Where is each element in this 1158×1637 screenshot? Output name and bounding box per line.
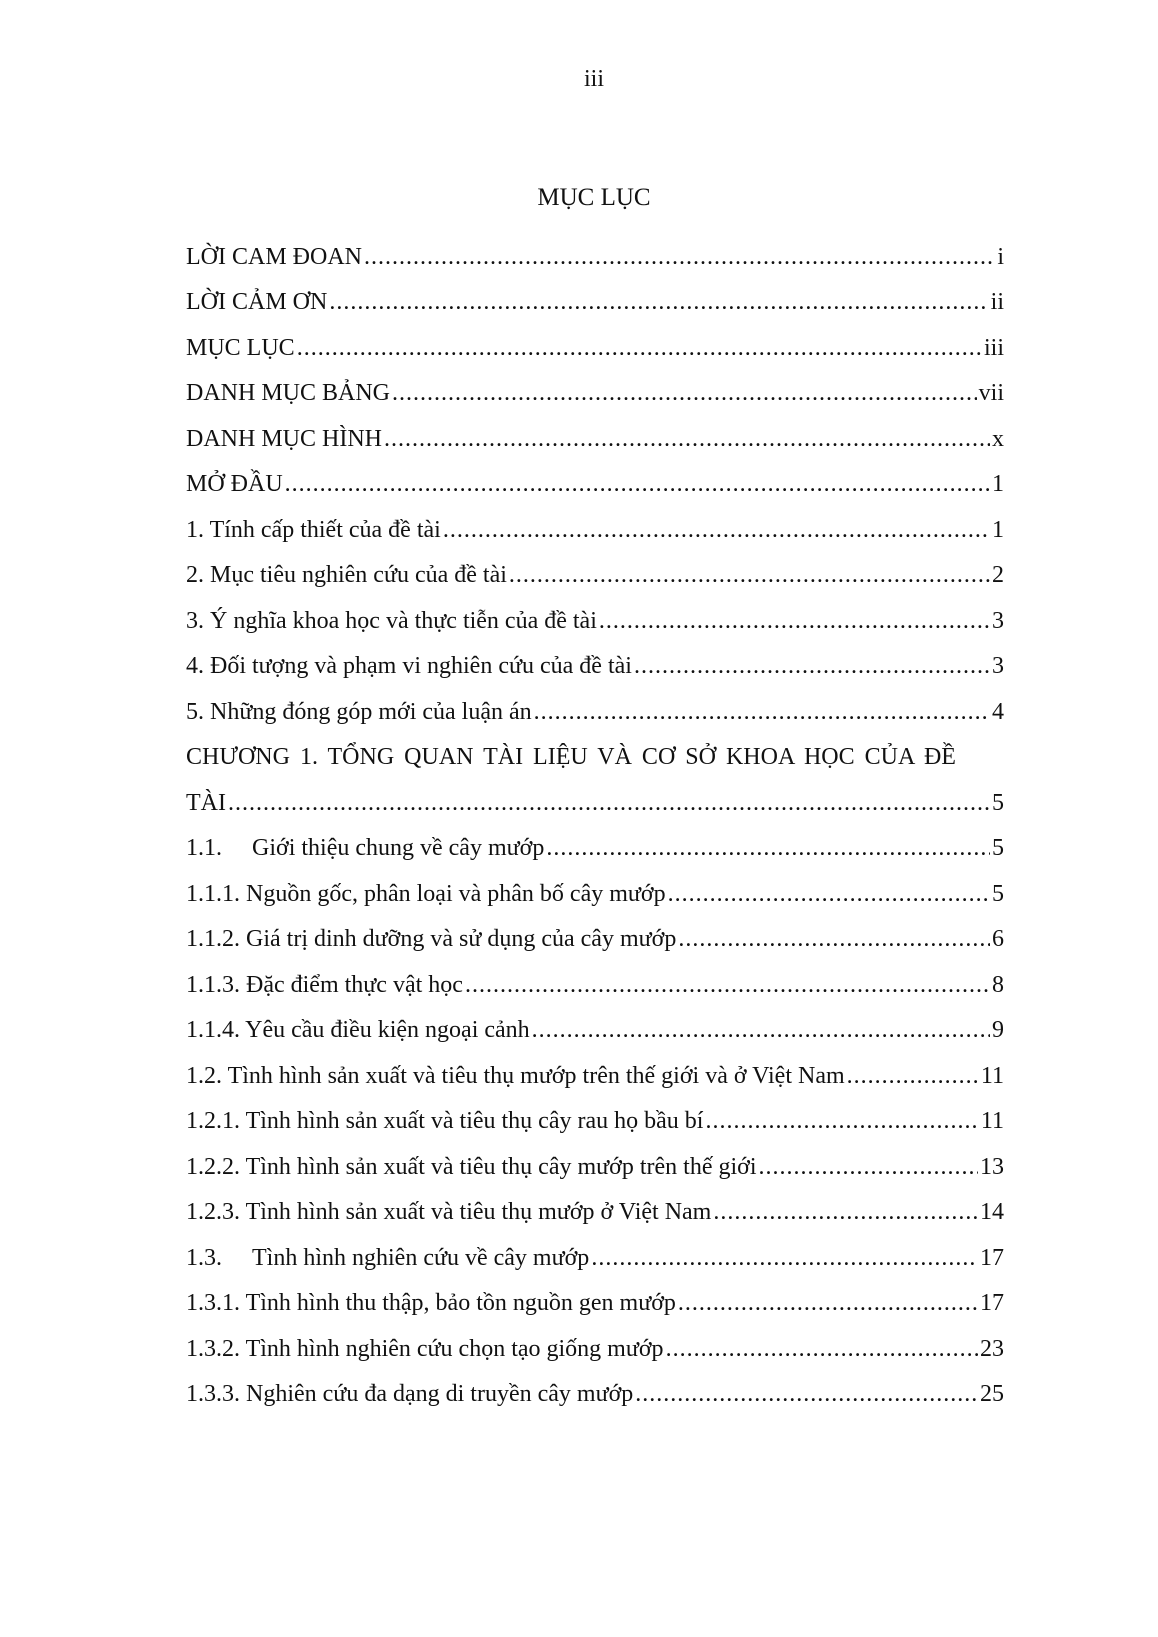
toc-entry-page: x <box>992 425 1004 452</box>
toc-entry-page: 4 <box>992 698 1004 725</box>
toc-entry-number: 1.1. <box>186 835 222 861</box>
toc-entry-page: 8 <box>992 971 1004 998</box>
dot-leader <box>666 1334 978 1364</box>
toc-entry-label: 1.2. Tình hình sản xuất và tiêu thụ mướp trên thế giới và ở Việt Nam <box>186 1062 845 1089</box>
toc-entry[interactable] <box>186 590 1004 636</box>
toc-entry-label: DANH MỤC HÌNH <box>186 425 382 452</box>
dot-leader <box>847 1061 979 1091</box>
toc-entry[interactable] <box>186 1136 1004 1182</box>
toc-entry-page: 13 <box>980 1153 1004 1180</box>
toc-entry-label <box>186 1243 589 1273</box>
toc-entry[interactable] <box>186 1182 1004 1228</box>
toc-entry-label: TÀI <box>186 789 226 816</box>
toc-entry-label: 1.2.2. Tình hình sản xuất và tiêu thụ cây mướp trên thế giới <box>186 1153 757 1180</box>
toc-entry-text: Tình hình nghiên cứu về cây mướp <box>252 1244 590 1271</box>
toc-entry[interactable] <box>186 772 1004 818</box>
dot-leader <box>599 606 990 636</box>
toc-entry-page: 25 <box>980 1381 1004 1407</box>
dot-leader <box>297 333 982 363</box>
toc-entry-label: 1.3.1. Tình hình thu thập, bảo tồn nguồn gen mướp <box>186 1290 676 1316</box>
dot-leader <box>465 970 990 1000</box>
toc-entry-page: iii <box>983 334 1004 361</box>
toc-entry[interactable] <box>186 363 1004 409</box>
toc-entry[interactable] <box>186 863 1004 909</box>
toc-entry-page: 11 <box>980 1108 1004 1134</box>
toc-entry-label: 1.3.3. Nghiên cứu đa dạng di truyền cây mướp <box>186 1381 634 1407</box>
toc-entry-label: 5. Những đóng góp mới của luận án <box>186 698 532 725</box>
toc-entry[interactable] <box>186 1318 1004 1364</box>
dot-leader <box>443 515 990 545</box>
toc-entry[interactable] <box>186 1227 1004 1273</box>
toc-entry[interactable] <box>186 317 1004 363</box>
toc-entry-label: 1.1.4. Yêu cầu điều kiện ngoại cảnh <box>186 1017 530 1043</box>
toc-entry[interactable] <box>186 1000 1004 1046</box>
toc-entry[interactable] <box>186 681 1004 727</box>
dot-leader <box>759 1152 978 1182</box>
toc-entry[interactable] <box>186 636 1004 682</box>
dot-leader <box>384 424 990 454</box>
dot-leader <box>532 1015 990 1045</box>
dot-leader <box>546 833 990 863</box>
toc-entry[interactable] <box>186 1045 1004 1091</box>
toc-entry[interactable] <box>186 408 1004 454</box>
toc-entry-label <box>186 833 544 863</box>
toc-entry-text: Giới thiệu chung về cây mướp <box>252 835 545 861</box>
toc-entry-label: 1.1.2. Giá trị dinh dưỡng và sử dụng của cây mướp <box>186 926 677 952</box>
toc-entry-label: 4. Đối tượng và phạm vi nghiên cứu của đề tài <box>186 653 632 679</box>
toc-entry[interactable] <box>186 272 1004 318</box>
toc-entry-label: 1.1.3. Đặc điểm thực vật học <box>186 971 463 998</box>
toc-entry-label: 1.2.1. Tình hình sản xuất và tiêu thụ cây rau họ bầu bí <box>186 1108 704 1134</box>
toc-entry-page: 23 <box>980 1335 1004 1362</box>
dot-leader <box>678 924 990 954</box>
toc-entry-page: 3 <box>992 607 1004 634</box>
toc-entry-label: 1.2.3. Tình hình sản xuất và tiêu thụ mướp ở Việt Nam <box>186 1199 712 1225</box>
toc-entry-page: 2 <box>992 562 1004 588</box>
toc-entry-page: 14 <box>980 1199 1004 1225</box>
toc-entry-page: 11 <box>980 1062 1004 1089</box>
toc-entry-page: 17 <box>980 1244 1004 1271</box>
toc-entry-label: 1.3.2. Tình hình nghiên cứu chọn tạo giống mướp <box>186 1335 664 1362</box>
toc-entry[interactable] <box>186 954 1004 1000</box>
dot-leader <box>534 697 990 727</box>
toc-entry-label: 1.1.1. Nguồn gốc, phân loại và phân bố cây mướp <box>186 880 666 907</box>
toc-entry-page: 1 <box>992 516 1004 543</box>
toc-entry-page: 3 <box>992 653 1004 679</box>
dot-leader <box>392 378 977 408</box>
dot-leader <box>668 879 990 909</box>
toc-entry-label: 3. Ý nghĩa khoa học và thực tiễn của đề tài <box>186 607 597 634</box>
toc-entry[interactable] <box>186 1273 1004 1319</box>
toc-entry-label: MỞ ĐẦU <box>186 471 283 497</box>
dot-leader <box>634 651 990 681</box>
page-number: iii <box>583 66 604 92</box>
toc-entry-label: 2. Mục tiêu nghiên cứu của đề tài <box>186 562 507 588</box>
toc-entry[interactable] <box>186 226 1004 272</box>
toc-entry-page: 6 <box>992 926 1004 952</box>
table-of-contents <box>186 226 1004 1409</box>
toc-entry-label: CHƯƠNG 1. TỔNG QUAN TÀI LIỆU VÀ CƠ SỞ KHOA HỌC CỦA ĐỀ <box>186 744 956 770</box>
toc-entry-label: LỜI CẢM ƠN <box>186 289 328 315</box>
toc-entry-label: 1. Tính cấp thiết của đề tài <box>186 516 441 543</box>
toc-entry-page: ii <box>990 289 1004 315</box>
toc-entry-label: MỤC LỤC <box>186 334 295 361</box>
toc-entry[interactable] <box>186 499 1004 545</box>
dot-leader <box>364 242 995 272</box>
toc-entry-page: 17 <box>980 1290 1004 1316</box>
dot-leader <box>509 560 990 590</box>
toc-entry-page: 5 <box>992 880 1004 907</box>
dot-leader <box>329 287 988 317</box>
toc-entry-page: 9 <box>992 1017 1004 1043</box>
toc-entry-number: 1.3. <box>186 1244 222 1271</box>
toc-entry-label: DANH MỤC BẢNG <box>186 380 391 406</box>
toc-entry-page: vii <box>978 380 1004 406</box>
toc-entry[interactable] <box>186 1091 1004 1137</box>
toc-entry[interactable] <box>186 727 1004 773</box>
toc-entry[interactable] <box>186 909 1004 955</box>
dot-leader <box>705 1106 978 1136</box>
toc-entry[interactable] <box>186 1364 1004 1410</box>
toc-entry-page: 1 <box>992 471 1004 497</box>
dot-leader <box>591 1243 978 1273</box>
toc-entry-page: 5 <box>992 789 1004 816</box>
dot-leader <box>678 1288 978 1318</box>
toc-entry[interactable] <box>186 454 1004 500</box>
dot-leader <box>713 1197 978 1227</box>
dot-leader <box>285 469 990 499</box>
toc-entry[interactable] <box>186 545 1004 591</box>
toc-entry-label: LỜI CAM ĐOAN <box>186 243 362 270</box>
toc-entry[interactable] <box>186 818 1004 864</box>
toc-entry-page: i <box>997 243 1004 270</box>
page-title: MỤC LỤC <box>537 184 651 211</box>
toc-entry-page: 5 <box>992 835 1004 861</box>
dot-leader <box>635 1379 978 1409</box>
dot-leader <box>228 788 990 818</box>
